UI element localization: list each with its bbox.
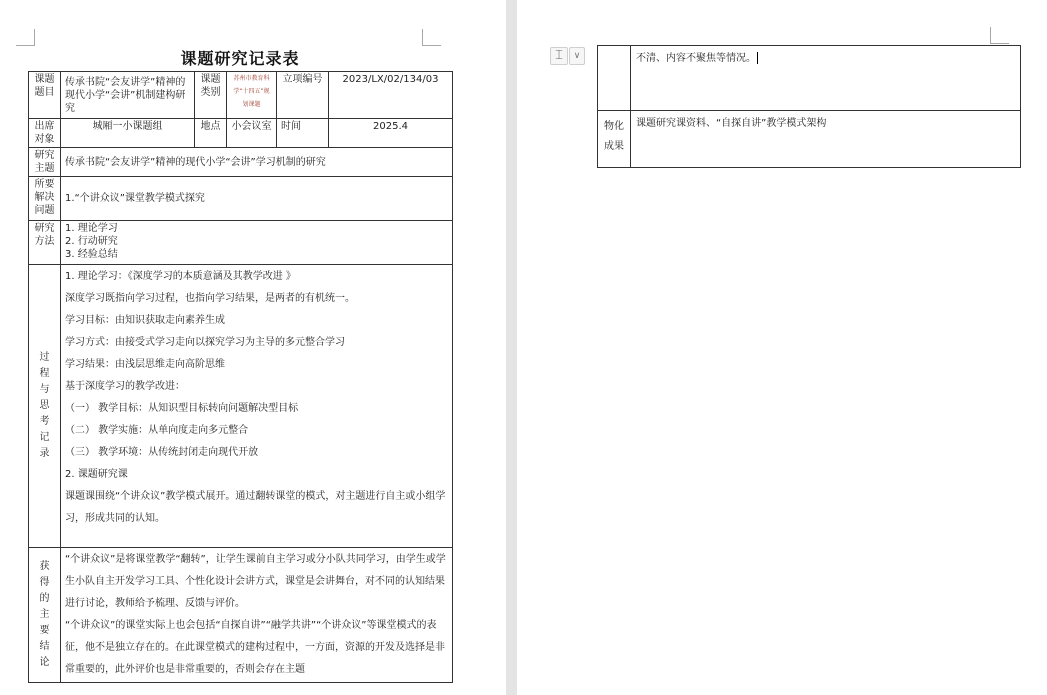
process-line: 1. 理论学习：《深度学习的本质意涵及其教学改进 》 (65, 271, 296, 282)
process-line: 2. 课题研究课 (65, 469, 128, 480)
chevron-down-icon[interactable]: ∨ (569, 47, 585, 65)
process-line: 课题课围绕“个讲众议”教学模式展开。通过翻转课堂的模式，对主题进行自主或小组学习，形成共同的认知。 (65, 491, 446, 524)
page-gutter (506, 0, 517, 695)
document-page-right (517, 0, 1047, 695)
continuation-table (597, 45, 1021, 168)
conclusion-line: “个讲众议”是将课堂教学“翻转”，让学生课前自主学习或分小队共同学习，由学生或学生小队自主开发学习工具、个性化设计会讲方式，课堂是会讲舞台，对不同的认知结果进行讨论，教师给予梳理、反馈与评价。 (65, 554, 446, 609)
table-row (29, 148, 453, 177)
table-row (598, 111, 1021, 168)
output-label: 物化成果 (598, 111, 631, 168)
page-corner-mark (422, 29, 441, 46)
process-line: （二） 教学实施：从单向度走向多元整合 (65, 425, 249, 436)
time-label: 时间 (277, 119, 329, 148)
topic-label: 课题题目 (29, 72, 61, 119)
conclusion-label-text: 获得的主要结论 (39, 561, 50, 668)
number-label: 立项编号 (277, 72, 329, 119)
process-line: 学习结果：由浅层思维走向高阶思维 (65, 359, 225, 370)
page-corner-mark (16, 29, 35, 46)
process-line: 深度学习既指向学习过程，也指向学习结果，是两者的有机统一。 (65, 293, 355, 304)
page-corner-mark (990, 27, 1009, 44)
process-label-text: 过程与思考记录 (39, 352, 50, 459)
theme-label: 研究主题 (29, 148, 61, 177)
attendees-value[interactable]: 城厢一小课题组 (61, 119, 195, 148)
topic-value[interactable]: 传承书院“会友讲学”精神的现代小学“会讲”机制建构研究 (61, 72, 195, 119)
place-value[interactable]: 小会议室 (227, 119, 277, 148)
document-page-left (0, 0, 506, 695)
method-item: 2. 行动研究 (65, 236, 118, 247)
conclusion-tail-text: 不清、内容不聚焦等情况。 (636, 53, 756, 64)
table-row (29, 72, 453, 119)
problem-label: 所要解决问题 (29, 177, 61, 221)
conclusion-label (29, 548, 61, 683)
process-line: （三） 教学环境：从传统封闭走向现代开放 (65, 447, 259, 458)
paragraph-layout-icon[interactable]: ⌶ (550, 47, 568, 65)
conclusion-line: “个讲众议”的课堂实际上也会包括“自探自讲”“融学共讲”“个讲众议”等课堂模式的表征，他不是独立存在的。在此课堂模式的建构过程中，一方面，资源的开发及选择是非常重要的，此外评价也是非常重要的，否则会存在主题 (65, 620, 445, 675)
category-label: 课题类别 (195, 72, 227, 119)
process-line: （一） 教学目标：从知识型目标转向问题解决型目标 (65, 403, 299, 414)
table-row (598, 46, 1021, 111)
process-value[interactable] (61, 265, 453, 548)
problem-value[interactable]: 1.“个讲众议”课堂教学模式探究 (61, 177, 453, 221)
place-label: 地点 (195, 119, 227, 148)
method-label: 研究方法 (29, 221, 61, 265)
method-value[interactable] (61, 221, 453, 265)
category-stamp: 苏州市教育科学“十四五”规划课题 (233, 75, 270, 109)
process-line: 学习目标：由知识获取走向素养生成 (65, 315, 225, 326)
conclusion-tail[interactable] (631, 46, 1021, 111)
table-row (29, 265, 453, 548)
document-title: 课题研究记录表 (180, 49, 300, 68)
theme-value[interactable]: 传承书院“会友讲学”精神的现代小学“会讲”学习机制的研究 (61, 148, 453, 177)
table-row (29, 221, 453, 265)
table-row (29, 548, 453, 683)
process-line: 学习方式：由接受式学习走向以探究学习为主导的多元整合学习 (65, 337, 345, 348)
category-value[interactable] (227, 72, 277, 119)
number-value[interactable]: 2023/LX/02/134/03 (329, 72, 453, 119)
output-value[interactable]: 课题研究课资料、“自探自讲”教学模式架构 (631, 111, 1021, 168)
table-row (29, 119, 453, 148)
continuation-label-cell (598, 46, 631, 111)
time-value[interactable]: 2025.4 (329, 119, 453, 148)
attendees-label: 出席对象 (29, 119, 61, 148)
text-cursor (757, 52, 758, 64)
record-table (28, 71, 453, 683)
table-row (29, 177, 453, 221)
conclusion-value[interactable] (61, 548, 453, 683)
method-item: 3. 经验总结 (65, 249, 118, 260)
method-item: 1. 理论学习 (65, 223, 118, 234)
process-label (29, 265, 61, 548)
process-line: 基于深度学习的教学改进： (65, 381, 185, 392)
